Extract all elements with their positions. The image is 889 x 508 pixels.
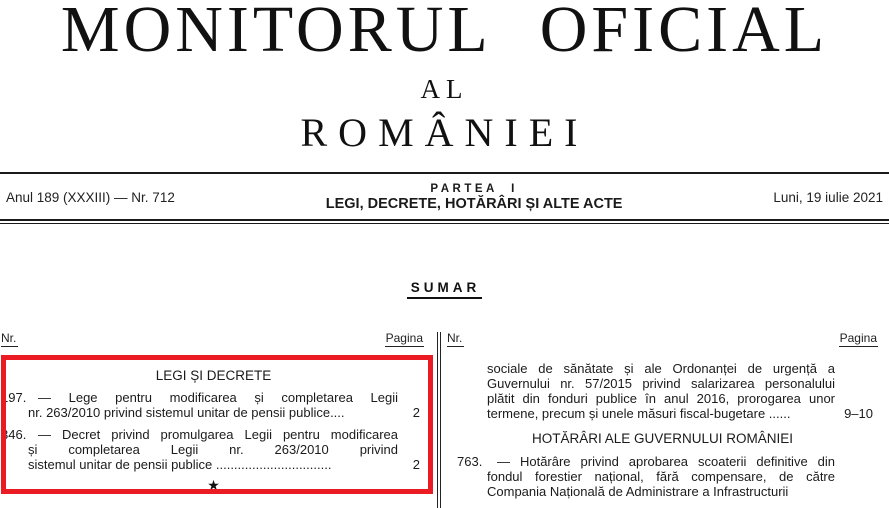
entry-text: — Decret privind promulgarea Legii pentru modificarea și completarea Legii nr. 263/2010 privind sistemul unitar de pensii publice ................................ (28, 427, 398, 472)
nr-column-header: Nr. (447, 331, 463, 345)
summary-table (0, 330, 889, 508)
entry-page: 2 (412, 457, 420, 472)
entry-text: — Hotărâre privind aprobarea scoaterii definitive din fondul forestier național, fără compensare, de către Compania Națională de Administrare a Infrastructurii (487, 454, 835, 499)
page-column-header: Pagina (385, 331, 423, 345)
toc-left-header (0, 330, 427, 347)
nr-column-header: Nr. (1, 331, 17, 345)
toc-entry-763 (447, 454, 878, 499)
summary-title: SUMAR (407, 280, 483, 299)
entry-page: 2 (412, 405, 420, 420)
issue-band (0, 176, 889, 218)
toc-entry-346 (0, 427, 427, 472)
toc-entry-continuation (447, 361, 878, 421)
double-rule-top (0, 219, 889, 221)
masthead-al: AL (420, 74, 469, 104)
toc-right-header (447, 330, 878, 347)
masthead-romaniei: ROMÂNIEI (300, 110, 589, 155)
section-heading-hotarari: HOTĂRÂRI ALE GUVERNULUI ROMÂNIEI (531, 431, 794, 446)
entry-text: — Lege pentru modificarea și completarea Legii nr. 263/2010 privind sistemul unitar de pensii publice.... (28, 390, 398, 420)
summary-title-wrap (0, 279, 889, 299)
column-divider (437, 332, 441, 508)
issue-number: Anul 189 (XXXIII) — Nr. 712 (6, 189, 175, 205)
double-rule-bottom (0, 223, 889, 224)
star-separator-icon: ★ (207, 477, 220, 493)
top-rule (0, 172, 889, 174)
section-heading-legi-si-decrete: LEGI ȘI DECRETE (155, 368, 272, 383)
entry-text: sociale de sănătate și ale Ordonanței de urgență a Guvernului nr. 57/2015 privind salarizarea personalului plătit din fonduri publice în anul 2016, prorogarea unor termene, precum și unele măsuri fiscal-bugetare ...... (487, 361, 835, 421)
masthead-title: MONITORUL OFICIAL (60, 0, 829, 66)
entry-number: 346. (1, 427, 27, 442)
toc-left-column (0, 330, 427, 493)
toc-entry-197 (0, 390, 427, 420)
entry-page: 9–10 (844, 406, 873, 421)
part-label: PARTEA I (430, 182, 518, 195)
part-block (326, 183, 623, 212)
page-column-header: Pagina (839, 331, 877, 345)
part-subtitle: LEGI, DECRETE, HOTĂRÂRI ȘI ALTE ACTE (325, 195, 623, 212)
toc-right-column (447, 330, 878, 499)
issue-date: Luni, 19 iulie 2021 (773, 189, 883, 205)
entry-number: 197. (1, 390, 27, 405)
entry-number: 763. (457, 454, 483, 469)
